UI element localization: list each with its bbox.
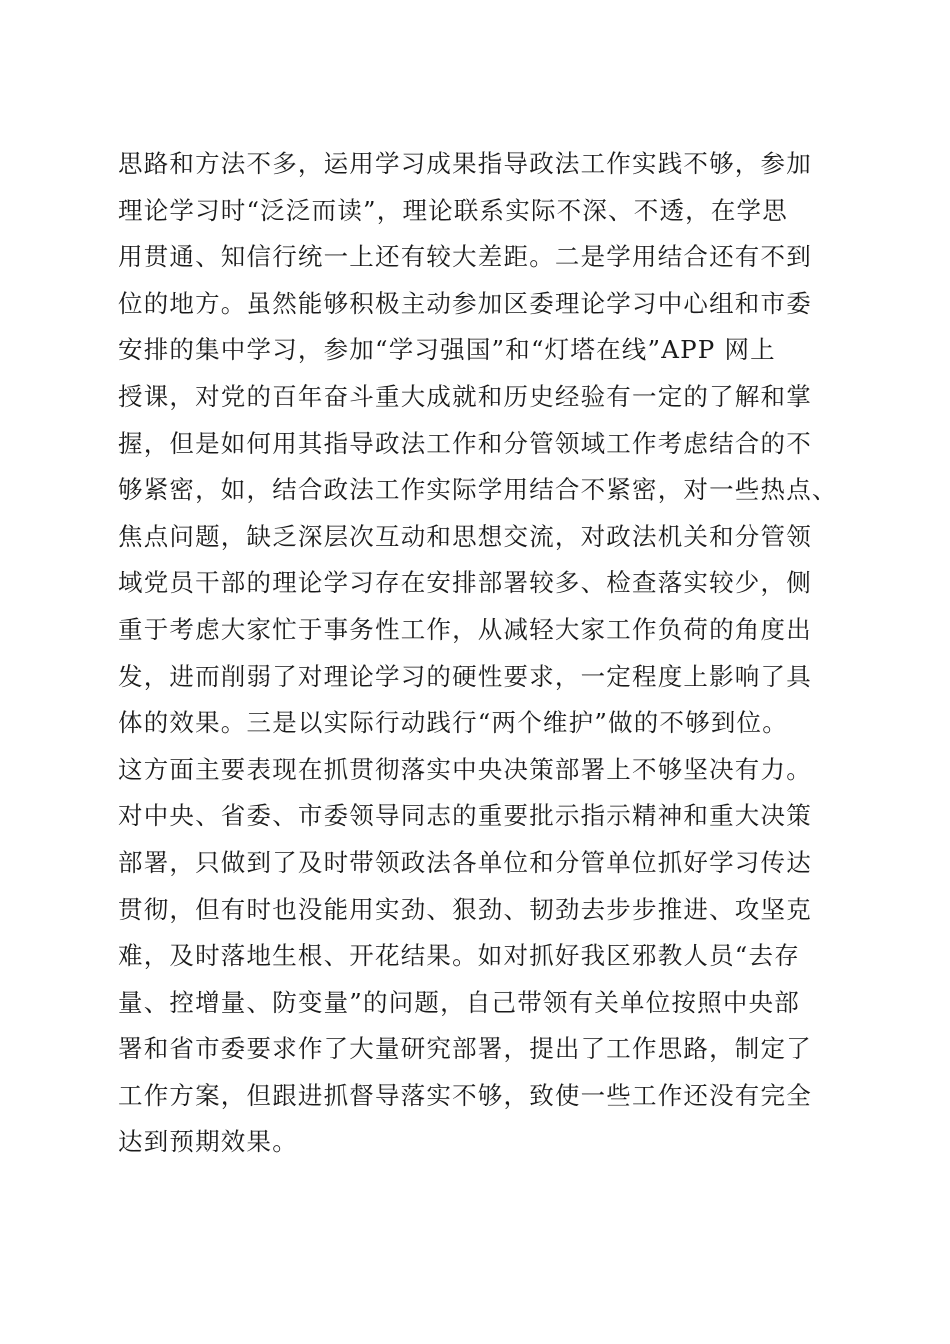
text-line: 对中央、省委、市委领导同志的重要批示指示精神和重大决策: [118, 801, 812, 831]
text-line: 这方面主要表现在抓贯彻落实中央决策部署上不够坚决有力。: [118, 754, 812, 784]
text-line: 难，及时落地生根、开花结果。如对抓好我区邪教人员“去存: [118, 941, 800, 971]
text-line: 重于考虑大家忙于事务性工作，从减轻大家工作负荷的角度出: [118, 614, 812, 644]
text-line: 部署，只做到了及时带领政法各单位和分管单位抓好学习传达: [118, 847, 812, 877]
text-line: 理论学习时“泛泛而读”，理论联系实际不深、不透，在学思: [118, 195, 788, 225]
text-line: 发，进而削弱了对理论学习的硬性要求，一定程度上影响了具: [118, 661, 812, 691]
text-line: 达到预期效果。: [118, 1127, 298, 1157]
body-text: [118, 141, 878, 1166]
text-line: 位的地方。虽然能够积极主动参加区委理论学习中心组和市委: [118, 288, 812, 318]
text-line: 量、控增量、防变量”的问题，自己带领有关单位按照中央部: [118, 987, 800, 1017]
text-line: 署和省市委要求作了大量研究部署，提出了工作思路，制定了: [118, 1034, 812, 1064]
text-line: 焦点问题，缺乏深层次互动和思想交流，对政法机关和分管领: [118, 521, 812, 551]
text-line: 贯彻，但有时也没能用实劲、狠劲、韧劲去步步推进、攻坚克: [118, 894, 812, 924]
text-line: 域党员干部的理论学习存在安排部署较多、检查落实较少，侧: [118, 568, 812, 598]
text-line: 工作方案，但跟进抓督导落实不够，致使一些工作还没有完全: [118, 1080, 812, 1110]
text-line: 用贯通、知信行统一上还有较大差距。二是学用结合还有不到: [118, 242, 812, 272]
text-line: 思路和方法不多，运用学习成果指导政法工作实践不够，参加: [118, 149, 812, 178]
text-line: 够紧密，如，结合政法工作实际学用结合不紧密，对一些热点、: [118, 475, 838, 505]
text-line: 授课，对党的百年奋斗重大成就和历史经验有一定的了解和掌: [118, 381, 812, 411]
text-line: 体的效果。三是以实际行动践行“两个维护”做的不够到位。: [118, 708, 788, 738]
text-line: 安排的集中学习，参加“学习强国”和“灯塔在线”APP 网上: [118, 335, 776, 365]
text-line: 握，但是如何用其指导政法工作和分管领域工作考虑结合的不: [118, 428, 812, 458]
